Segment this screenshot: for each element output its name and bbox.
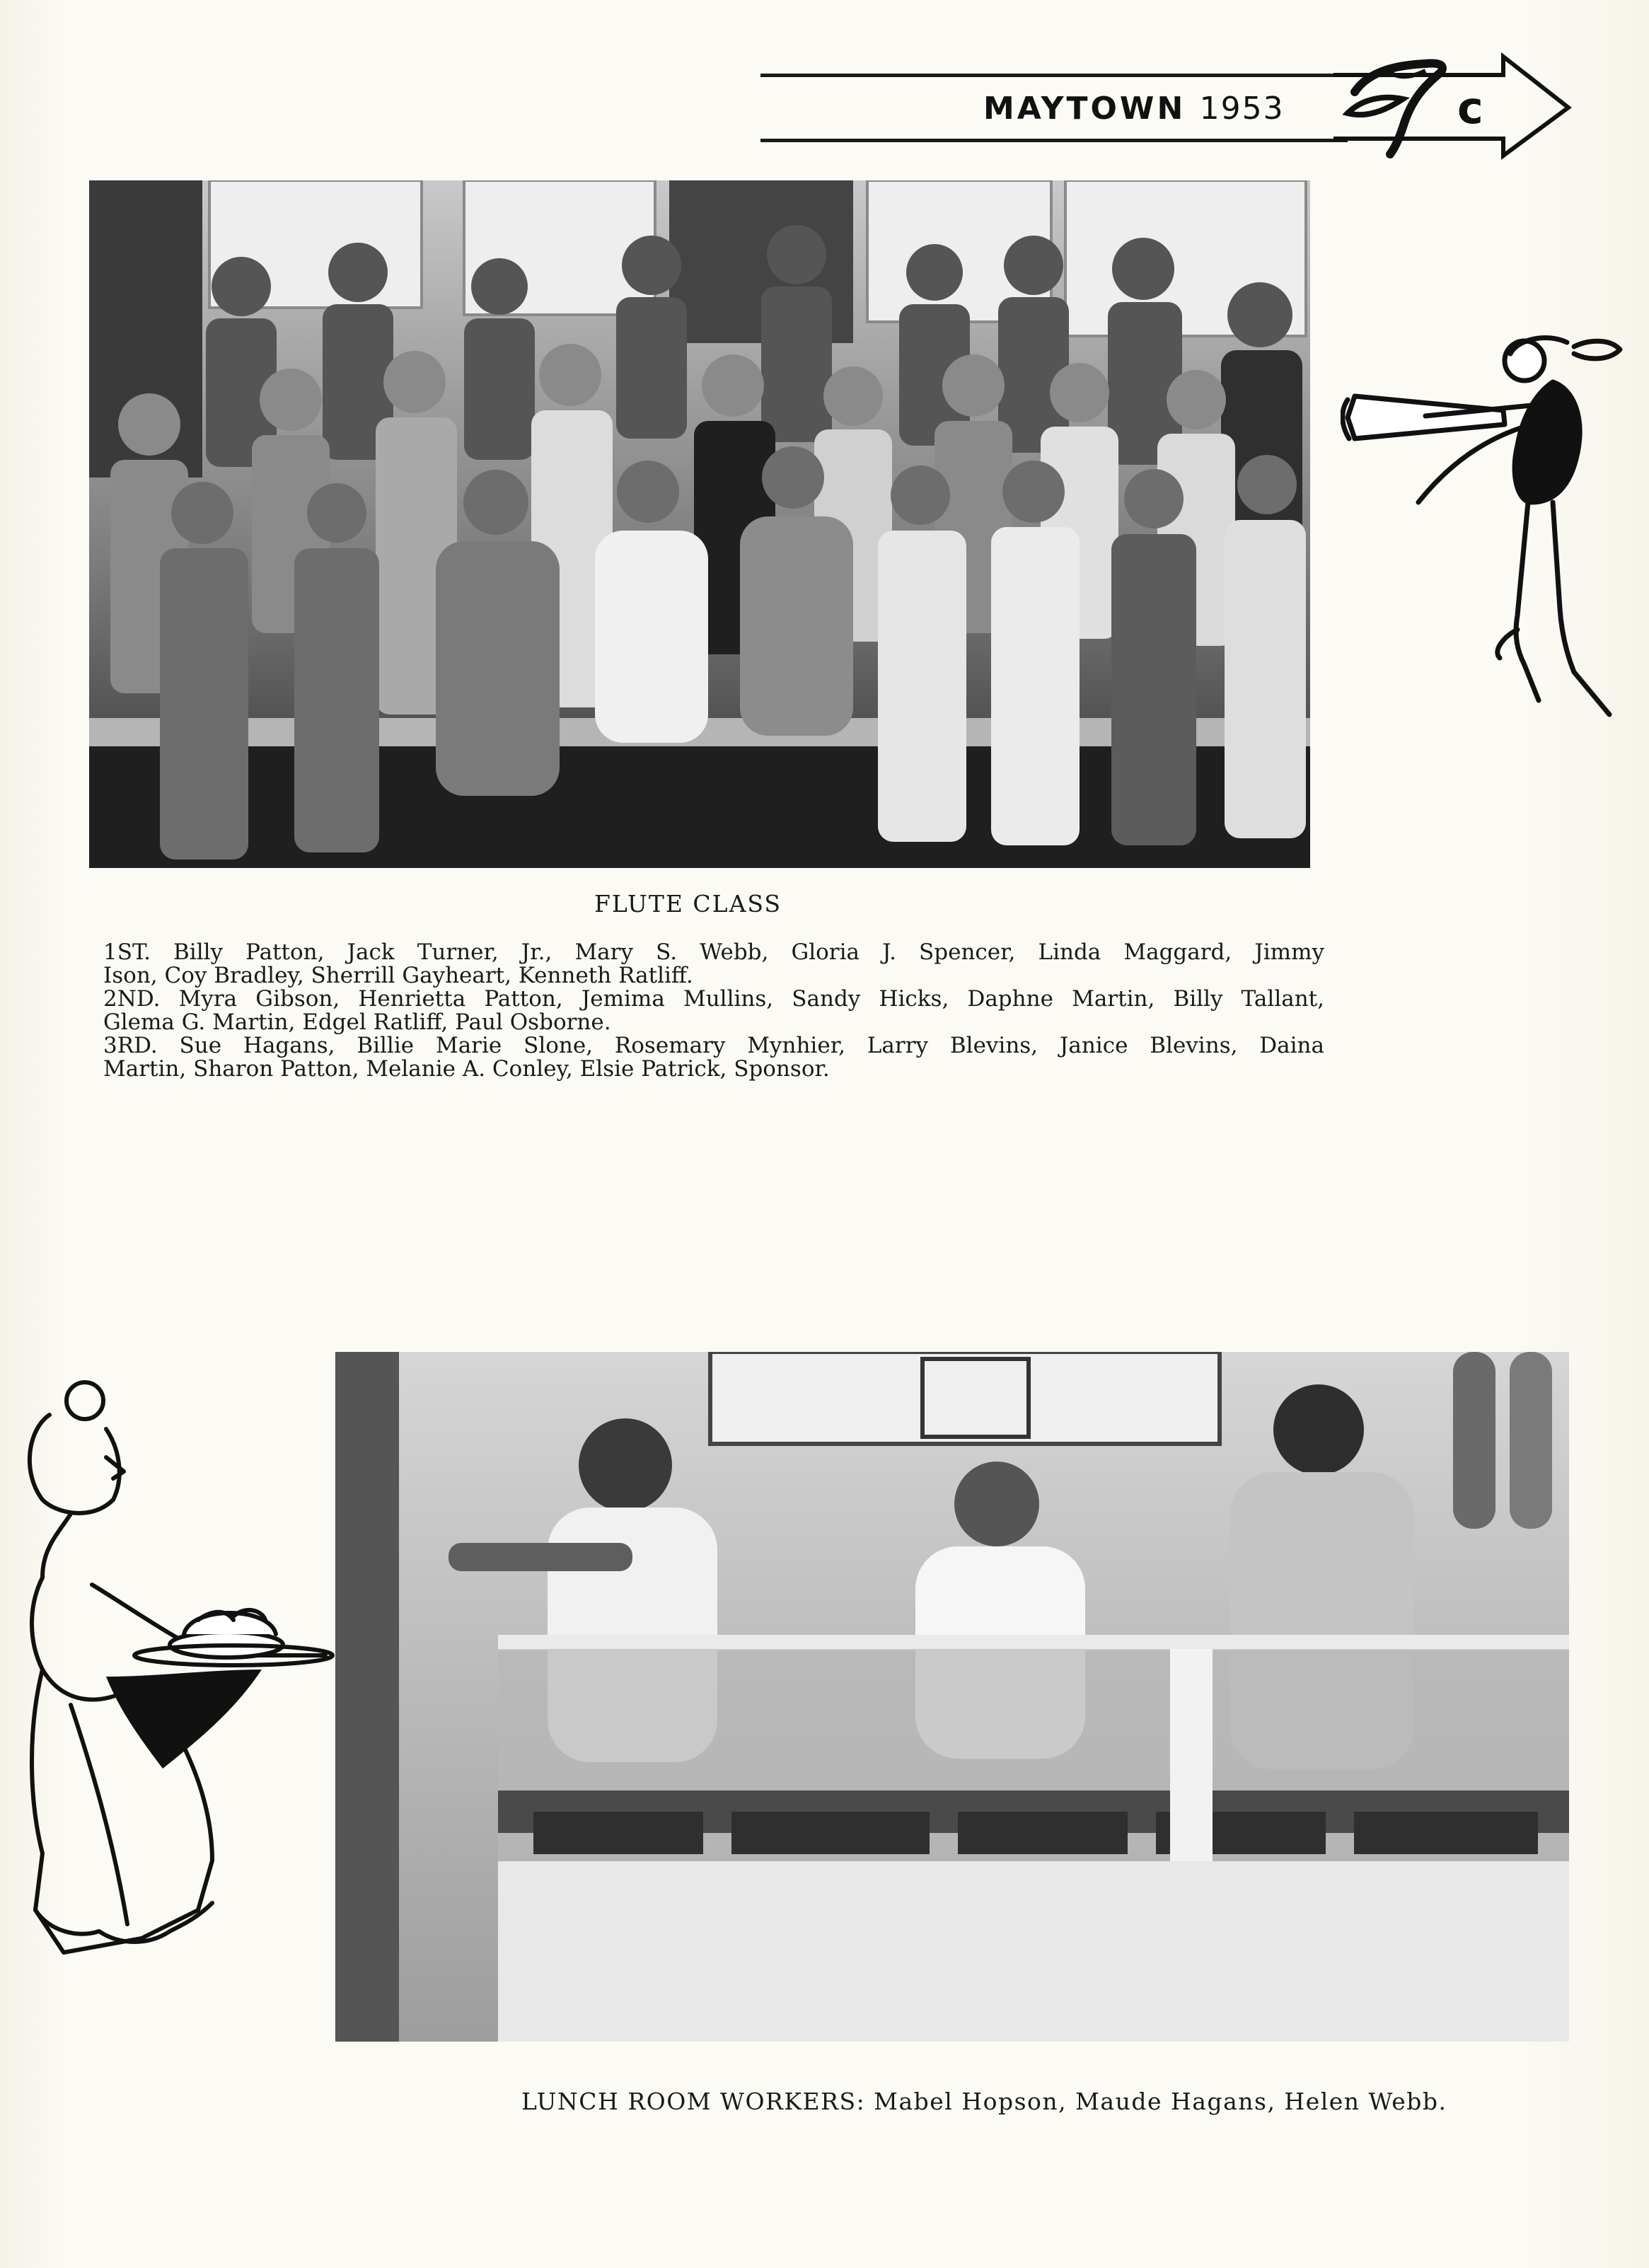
flute-class-roster (103, 941, 1324, 1081)
trumpet-player-icon (1341, 332, 1648, 729)
lunch-room-caption: LUNCH ROOM WORKERS: Mabel Hopson, Maude Hagans, Helen Webb. (521, 2088, 1447, 2115)
roster-line: 3RD. Sue Hagans, Billie Marie Slone, Rosemary Mynhier, Larry Blevins, Janice Blevins, Daina (103, 1033, 1324, 1058)
roster-line: 2ND. Myra Gibson, Henrietta Patton, Jemima Mullins, Sandy Hicks, Daphne Martin, Billy Tallant, (103, 986, 1324, 1012)
lunch-room-image (335, 1352, 1569, 2042)
page-number-icon (1319, 50, 1461, 163)
flute-class-image (89, 180, 1310, 868)
header-title (983, 91, 1285, 127)
flute-class-caption: FLUTE CLASS (594, 890, 782, 918)
flute-class-photo (89, 180, 1310, 868)
lunch-room-photo (335, 1352, 1569, 2042)
yearbook-year: 1953 (1199, 91, 1285, 127)
roster-line: Glema G. Martin, Edgel Ratliff, Paul Osborne. (103, 1009, 611, 1035)
roster-line: Ison, Coy Bradley, Sherrill Gayheart, Kenneth Ratliff. (103, 963, 693, 988)
header-rule-bottom (760, 139, 1348, 142)
school-name: MAYTOWN (983, 91, 1186, 127)
roster-line: Martin, Sharon Patton, Melanie A. Conley, Elsie Patrick, Sponsor. (103, 1056, 830, 1082)
waitress-serving-icon (0, 1372, 347, 2009)
page-letter: c (1457, 82, 1483, 134)
roster-line: 1ST. Billy Patton, Jack Turner, Jr., Mary S. Webb, Gloria J. Spencer, Linda Maggard, Jimmy (103, 939, 1324, 965)
page-header (760, 50, 1581, 163)
header-rule-top (760, 74, 1348, 77)
